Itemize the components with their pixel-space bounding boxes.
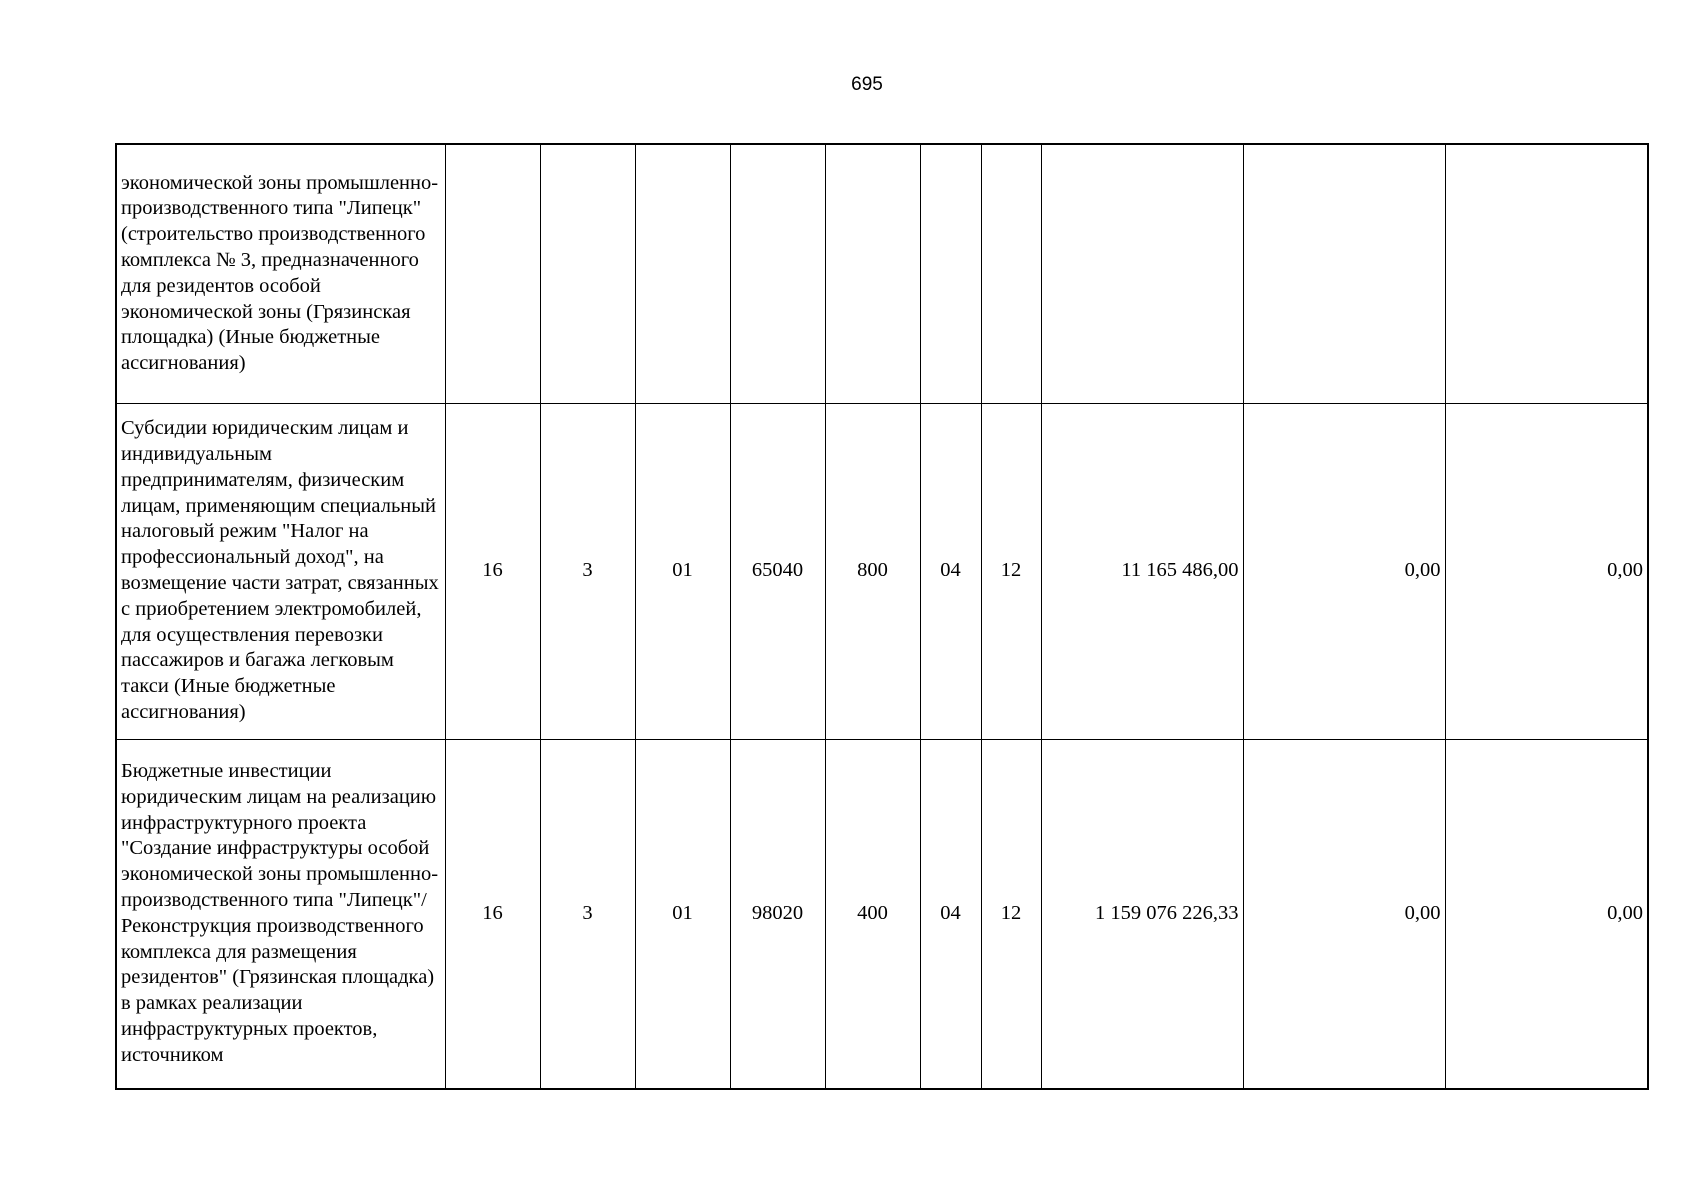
subprogram-code: 3 (540, 403, 635, 739)
amount-year-3: 0,00 (1445, 739, 1648, 1089)
amount-year-1 (1041, 144, 1243, 403)
direction-code: 65040 (730, 403, 825, 739)
amount-year-2: 0,00 (1243, 403, 1445, 739)
subsection-code: 12 (981, 403, 1041, 739)
expense-type-code (825, 144, 920, 403)
row-description: Субсидии юридическим лицам и индивидуальным предпринимателям, физическим лицам, применяющим специальный налоговый режим "Налог на профессиональный доход", на возмещение части затрат, связанных с приобретением электромобилей, для осуществления перевозки пассажиров и багажа легковым такси (Иные бюджетные ассигнования) (116, 403, 445, 739)
amount-year-2 (1243, 144, 1445, 403)
program-code: 16 (445, 739, 540, 1089)
subprogram-code (540, 144, 635, 403)
table-row (116, 739, 1648, 1089)
direction-code: 98020 (730, 739, 825, 1089)
event-code: 01 (635, 739, 730, 1089)
program-code: 16 (445, 403, 540, 739)
table-row (116, 403, 1648, 739)
amount-year-3: 0,00 (1445, 403, 1648, 739)
section-code (920, 144, 981, 403)
page-number: 695 (851, 74, 883, 95)
section-code: 04 (920, 403, 981, 739)
amount-year-2: 0,00 (1243, 739, 1445, 1089)
expense-type-code: 400 (825, 739, 920, 1089)
amount-year-3 (1445, 144, 1648, 403)
row-description: экономической зоны промышленно-производственного типа "Липецк" (строительство производственного комплекса № 3, предназначенного для резидентов особой экономической зоны (Грязинская площадка) (Иные бюджетные ассигнования) (116, 144, 445, 403)
section-code: 04 (920, 739, 981, 1089)
program-code (445, 144, 540, 403)
subsection-code: 12 (981, 739, 1041, 1089)
table-row (116, 144, 1648, 403)
amount-year-1: 11 165 486,00 (1041, 403, 1243, 739)
event-code (635, 144, 730, 403)
budget-table (115, 143, 1649, 1090)
expense-type-code: 800 (825, 403, 920, 739)
subprogram-code: 3 (540, 739, 635, 1089)
subsection-code (981, 144, 1041, 403)
row-description: Бюджетные инвестиции юридическим лицам на реализацию инфраструктурного проекта "Создание инфраструктуры особой экономической зоны промышленно-производственного типа "Липецк"/Реконструкция производственного комплекса для размещения резидентов" (Грязинская площадка) в рамках реализации инфраструктурных проектов, источником (116, 739, 445, 1089)
event-code: 01 (635, 403, 730, 739)
amount-year-1: 1 159 076 226,33 (1041, 739, 1243, 1089)
direction-code (730, 144, 825, 403)
